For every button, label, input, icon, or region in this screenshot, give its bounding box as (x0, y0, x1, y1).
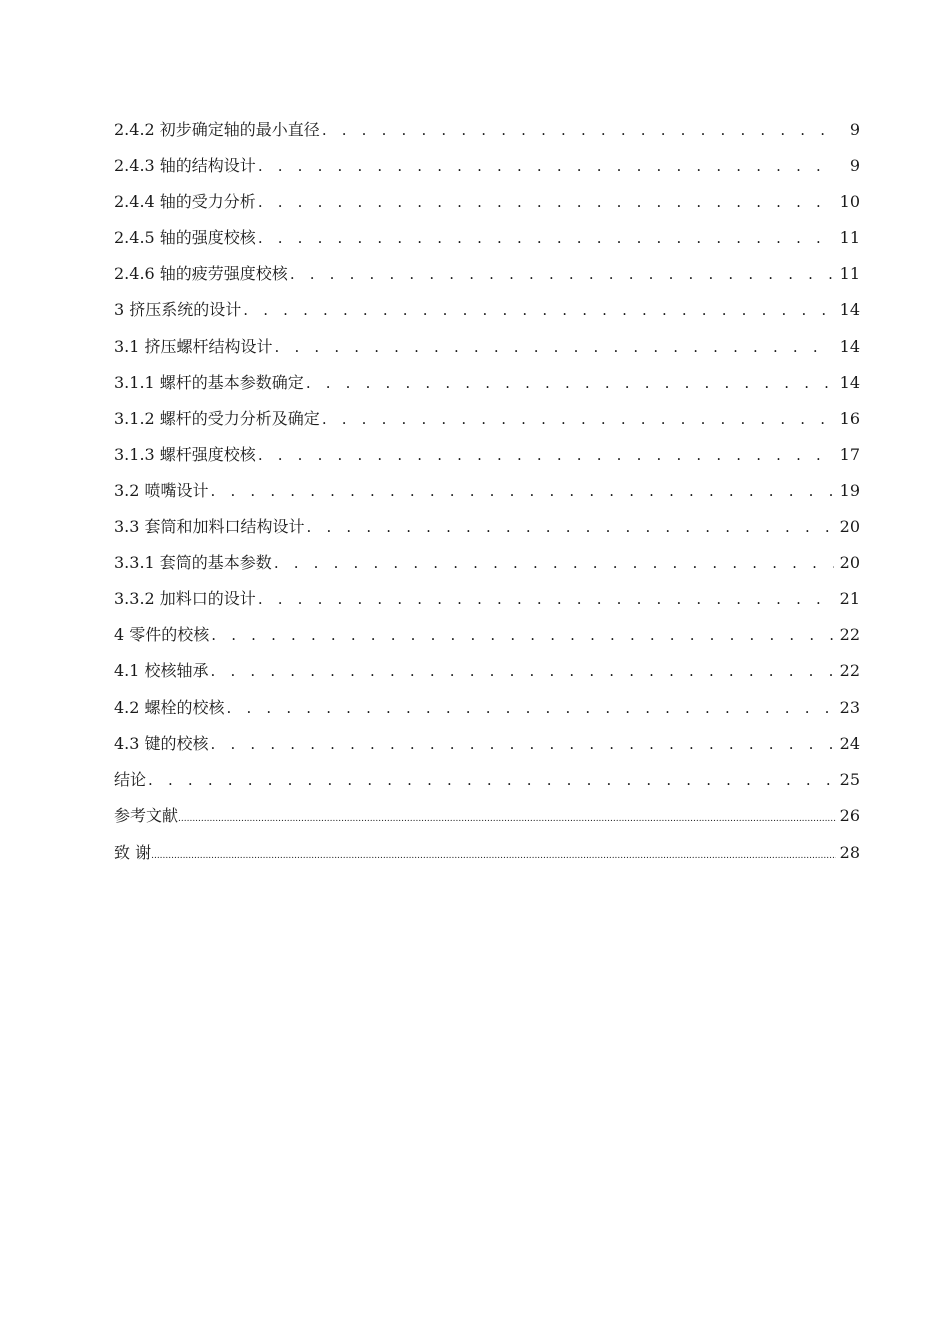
dot-leader (307, 513, 834, 541)
toc-entry-title: 4.2 螺栓的校核 (114, 697, 225, 717)
toc-entry-page: 17 (839, 444, 860, 464)
toc-entry[interactable] (114, 477, 860, 513)
toc-entry-title: 3.1 挤压螺杆结构设计 (114, 336, 273, 356)
toc-entry[interactable] (114, 730, 860, 766)
toc-entry-page: 26 (839, 805, 860, 825)
toc-entry-page: 28 (839, 843, 860, 863)
toc-entry[interactable] (114, 188, 860, 224)
toc-entry-title: 2.4.3 轴的结构设计 (114, 156, 256, 176)
toc-entry[interactable] (114, 839, 860, 877)
dot-leader (258, 441, 834, 469)
toc-entry-title: 4.1 校核轴承 (114, 661, 209, 681)
toc-entry[interactable] (114, 694, 860, 730)
toc-entry-title: 3.3 套筒和加料口结构设计 (114, 517, 305, 537)
toc-entry-page: 9 (849, 156, 860, 176)
toc-entry-title: 2.4.5 轴的强度校核 (114, 228, 256, 248)
dot-leader (258, 188, 834, 216)
dot-leader (306, 369, 834, 397)
toc-entry-title: 3.3.1 套筒的基本参数 (114, 553, 272, 573)
dot-leader (258, 152, 836, 180)
toc-entry-title: 结论 (114, 769, 147, 789)
toc-entry-title: 3 挤压系统的设计 (114, 300, 242, 320)
toc-entry[interactable] (114, 296, 860, 332)
toc-entry[interactable] (114, 369, 860, 405)
dot-leader (274, 549, 834, 577)
toc-entry-page: 23 (839, 697, 860, 717)
dot-leader (258, 585, 834, 613)
toc-entry-title: 3.1.2 螺杆的受力分析及确定 (114, 408, 320, 428)
dot-leader (258, 224, 834, 252)
toc-entry[interactable] (114, 621, 860, 657)
toc-entry-title: 参考文献 (114, 805, 179, 825)
toc-entry[interactable] (114, 333, 860, 369)
toc-entry-page: 14 (839, 300, 860, 320)
toc-entry[interactable] (114, 766, 860, 802)
dot-leader (148, 766, 834, 794)
toc-entry-page: 14 (839, 336, 860, 356)
toc-entry-page: 10 (839, 192, 860, 212)
dot-leader (290, 260, 834, 288)
dot-leader (178, 805, 836, 833)
toc-entry-page: 24 (839, 733, 860, 753)
toc-entry-page: 21 (839, 589, 860, 609)
toc-entry[interactable] (114, 224, 860, 260)
toc-entry-title: 致 谢 (114, 843, 152, 863)
dot-leader (151, 842, 836, 870)
dot-leader (211, 657, 834, 685)
toc-entry-title: 3.2 喷嘴设计 (114, 480, 209, 500)
toc-entry-page: 22 (839, 625, 860, 645)
toc-entry-page: 14 (839, 372, 860, 392)
toc-entry-title: 2.4.6 轴的疲劳强度校核 (114, 264, 288, 284)
toc-entry-page: 20 (839, 517, 860, 537)
toc-entry-page: 25 (839, 769, 860, 789)
toc-entry[interactable] (114, 152, 860, 188)
table-of-contents (114, 116, 860, 877)
dot-leader (227, 694, 834, 722)
dot-leader (211, 477, 834, 505)
toc-entry-page: 16 (839, 408, 860, 428)
toc-entry-title: 4.3 键的校核 (114, 733, 209, 753)
dot-leader (322, 116, 836, 144)
dot-leader (322, 405, 834, 433)
toc-entry-page: 22 (839, 661, 860, 681)
toc-entry-page: 11 (839, 228, 860, 248)
dot-leader (243, 296, 833, 324)
toc-entry[interactable] (114, 441, 860, 477)
toc-entry-title: 3.1.3 螺杆强度校核 (114, 444, 256, 464)
toc-entry-page: 9 (849, 120, 860, 139)
toc-entry[interactable] (114, 657, 860, 693)
toc-entry[interactable] (114, 802, 860, 840)
toc-entry-page: 19 (839, 480, 860, 500)
toc-entry-title: 2.4.2 初步确定轴的最小直径 (114, 120, 320, 139)
toc-entry-title: 2.4.4 轴的受力分析 (114, 192, 256, 212)
toc-entry[interactable] (114, 585, 860, 621)
toc-entry[interactable] (114, 260, 860, 296)
toc-entry[interactable] (114, 549, 860, 585)
toc-entry-title: 4 零件的校核 (114, 625, 210, 645)
toc-entry[interactable] (114, 116, 860, 152)
dot-leader (211, 730, 834, 758)
dot-leader (211, 621, 833, 649)
toc-entry-title: 3.1.1 螺杆的基本参数确定 (114, 372, 304, 392)
toc-entry-title: 3.3.2 加料口的设计 (114, 589, 256, 609)
toc-entry-page: 20 (839, 553, 860, 573)
dot-leader (275, 333, 834, 361)
toc-entry[interactable] (114, 405, 860, 441)
toc-entry[interactable] (114, 513, 860, 549)
toc-entry-page: 11 (839, 264, 860, 284)
